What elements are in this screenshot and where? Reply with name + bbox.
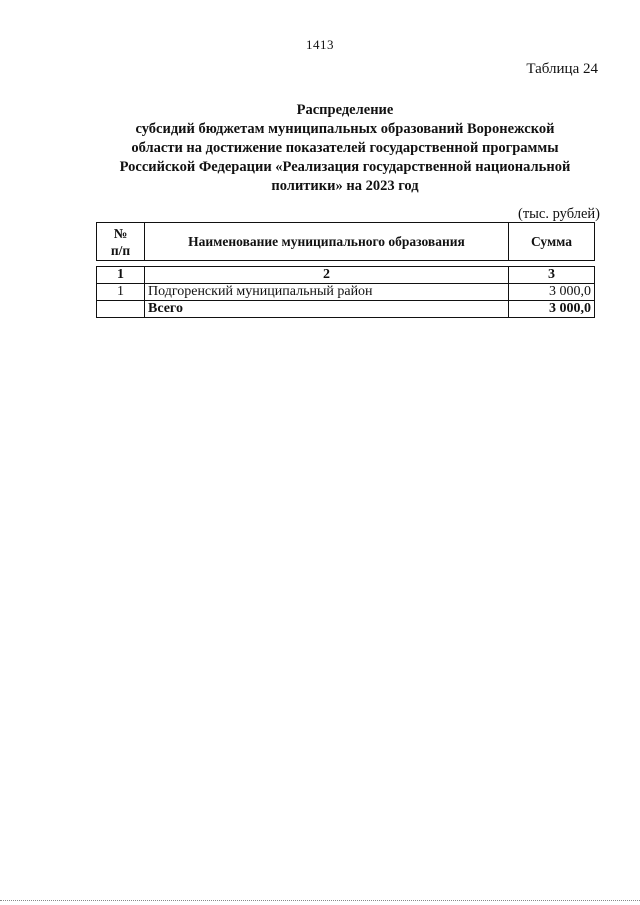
footer-divider bbox=[0, 900, 640, 901]
row-amount: 3 000,0 bbox=[509, 284, 595, 301]
column-number: 3 bbox=[509, 267, 595, 284]
title-line: политики» на 2023 год bbox=[271, 178, 419, 194]
page-number: 1413 bbox=[306, 37, 334, 52]
header-number-line1: № bbox=[113, 225, 128, 241]
data-table bbox=[96, 266, 595, 318]
header-number-line2: п/п bbox=[110, 242, 131, 258]
row-name: Подгоренский муниципальный район bbox=[145, 284, 509, 301]
table-header bbox=[96, 222, 595, 261]
total-label: Всего bbox=[145, 301, 509, 318]
column-number: 1 bbox=[97, 267, 145, 284]
header-name: Наименование муниципального образования bbox=[145, 223, 509, 261]
column-number-row bbox=[97, 267, 595, 284]
units-note: (тыс. рублей) bbox=[518, 206, 600, 222]
row-number: 1 bbox=[97, 284, 145, 301]
title-line: области на достижение показателей государственной программы bbox=[131, 140, 559, 156]
table-tag: Таблица 24 bbox=[526, 61, 598, 77]
header-amount: Сумма bbox=[509, 223, 595, 261]
title-line: субсидий бюджетам муниципальных образований Воронежской bbox=[135, 121, 555, 137]
title-line: Распределение bbox=[296, 102, 394, 118]
header-number bbox=[97, 223, 145, 261]
table-row bbox=[97, 284, 595, 301]
title-line: Российской Федерации «Реализация государственной национальной bbox=[119, 159, 571, 175]
total-amount: 3 000,0 bbox=[509, 301, 595, 318]
total-number-cell bbox=[97, 301, 145, 318]
document-title bbox=[95, 101, 595, 196]
column-number: 2 bbox=[145, 267, 509, 284]
total-row bbox=[97, 301, 595, 318]
